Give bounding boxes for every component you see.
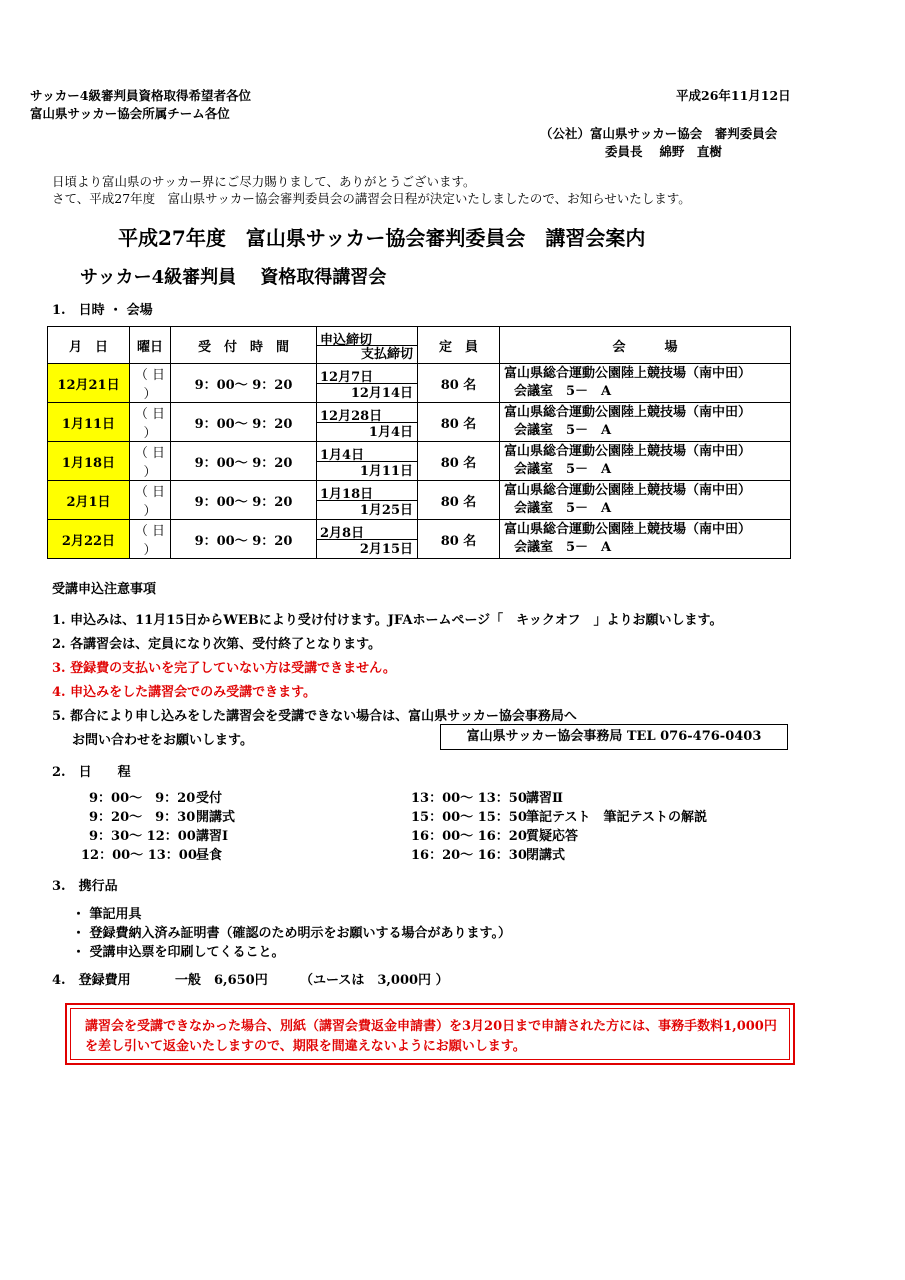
row-time: 9：00～ 9：20 (171, 364, 317, 403)
schedule-left-time: 9：20～ 9：30 (89, 810, 196, 825)
row-weekday: （ 日 ） (130, 364, 171, 403)
belongings-item: ・ 登録費納入済み証明書（確認のため明示をお願いする場合があります。） (72, 926, 511, 941)
row-weekday: （ 日 ） (130, 520, 171, 559)
refund-notice-box (65, 1003, 795, 1065)
recipient-2: 富山県サッカー協会所属チーム各位 (30, 106, 230, 121)
row-pay-deadline: 12月14日 (350, 386, 413, 401)
schedule-right-time: 16：00～ 16：20 (411, 829, 527, 844)
row-venue (500, 481, 791, 520)
row-venue-room: 会議室 5－ A (514, 384, 612, 399)
row-apply-deadline: 1月4日 (320, 448, 365, 463)
header-deadline (317, 327, 418, 364)
schedule-right-label: 講習Ⅱ (526, 791, 563, 806)
document-date: 平成26年11月12日 (676, 88, 791, 103)
row-venue (500, 364, 791, 403)
row-date: 12月21日 (48, 364, 130, 403)
row-time: 9：00～ 9：20 (171, 481, 317, 520)
header-reception: 受 付 時 間 (171, 327, 317, 364)
row-deadline (317, 442, 418, 481)
row-capacity: 80 名 (418, 520, 500, 559)
row-weekday: （ 日 ） (130, 403, 171, 442)
row-capacity: 80 名 (418, 442, 500, 481)
header-date: 月 日 (48, 327, 130, 364)
row-venue-room: 会議室 5－ A (514, 462, 612, 477)
refund-notice-text: 講習会を受講できなかった場合、別紙（講習会費返金申請書）を3月20日まで申請された方には、事務手数料1,000円を差し引いて返金いたしますので、期限を間違えないようにお願いします。 (70, 1008, 790, 1060)
note-item-3: 3. 登録費の支払いを完了していない方は受講できません。 (52, 661, 396, 676)
schedule-left-label: 昼食 (196, 848, 223, 863)
page-title: 平成27年度 富山県サッカー協会審判委員会 講習会案内 (118, 226, 646, 250)
row-pay-deadline: 2月15日 (359, 542, 413, 557)
fee-general: 一般 6,650円 (175, 973, 268, 988)
schedule-right-label: 質疑応答 (526, 829, 579, 844)
row-venue-room: 会議室 5－ A (514, 540, 612, 555)
fee-youth: （ユースは 3,000円 ） (300, 973, 449, 988)
belongings-item: ・ 筆記用具 (72, 907, 142, 922)
schedule-right-label: 筆記テスト 筆記テストの解説 (526, 810, 707, 825)
table-row (48, 442, 791, 481)
note-item-4: 4. 申込みをした講習会でのみ受講できます。 (52, 685, 317, 700)
header-venue: 会 場 (500, 327, 791, 364)
row-venue (500, 442, 791, 481)
row-deadline (317, 481, 418, 520)
schedule-right-label: 閉講式 (526, 848, 566, 863)
sender-organization: （公社）富山県サッカー協会 審判委員会 (540, 126, 778, 141)
table-row (48, 481, 791, 520)
row-apply-deadline: 2月8日 (320, 526, 365, 541)
row-venue (500, 520, 791, 559)
table-row (48, 520, 791, 559)
row-pay-deadline: 1月11日 (359, 464, 413, 479)
sender-person: 委員長 綿野 直樹 (605, 144, 722, 159)
schedule-right-time: 16：20～ 16：30 (411, 848, 527, 863)
schedule-left-time: 9：30～ 12：00 (89, 829, 196, 844)
note-item-5-continued: お問い合わせをお願いします。 (72, 733, 253, 748)
row-date: 2月22日 (48, 520, 130, 559)
section-date-venue: 1. 日時 ・ 会場 (52, 303, 153, 318)
row-capacity: 80 名 (418, 364, 500, 403)
table-row (48, 364, 791, 403)
note-item-2: 2. 各講習会は、定員になり次第、受付終了となります。 (52, 637, 382, 652)
table-header-row (48, 327, 791, 364)
schedule-right-time: 13：00～ 13：50 (411, 791, 527, 806)
note-item-5: 5. 都合により申し込みをした講習会を受講できない場合は、富山県サッカー協会事務局へ (52, 709, 577, 724)
recipient-1: サッカー4級審判員資格取得希望者各位 (30, 88, 251, 103)
row-venue-name: 富山県総合運動公園陸上競技場（南中田） (504, 366, 752, 381)
row-apply-deadline: 1月18日 (320, 487, 374, 502)
note-item-1: 1. 申込みは、11月15日からWEBにより受け付けます。JFAホームページ「 キックオフ 」よりお願いします。 (52, 613, 723, 628)
row-deadline (317, 520, 418, 559)
row-venue-name: 富山県総合運動公園陸上競技場（南中田） (504, 522, 752, 537)
row-venue-name: 富山県総合運動公園陸上競技場（南中田） (504, 483, 752, 498)
header-pay-deadline: 支払締切 (360, 347, 413, 362)
header-capacity: 定 員 (418, 327, 500, 364)
row-pay-deadline: 1月4日 (368, 425, 413, 440)
row-venue-name: 富山県総合運動公園陸上競技場（南中田） (504, 444, 752, 459)
intro-line-2: さて、平成27年度 富山県サッカー協会審判委員会の講習会日程が決定いたしましたので、お知らせいたします。 (52, 191, 691, 206)
schedule-table (47, 326, 791, 559)
row-time: 9：00～ 9：20 (171, 442, 317, 481)
schedule-right-time: 15：00～ 15：50 (411, 810, 527, 825)
row-pay-deadline: 1月25日 (359, 503, 413, 518)
schedule-left-time: 9：00～ 9：20 (89, 791, 196, 806)
intro-line-1: 日頃より富山県のサッカー界にご尽力賜りまして、ありがとうございます。 (52, 174, 476, 189)
header-weekday: 曜日 (130, 327, 171, 364)
notes-heading: 受講申込注意事項 (52, 582, 157, 597)
belongings-heading: 3. 携行品 (52, 879, 118, 894)
row-weekday: （ 日 ） (130, 481, 171, 520)
row-venue-room: 会議室 5－ A (514, 501, 612, 516)
schedule-left-label: 開講式 (196, 810, 236, 825)
row-time: 9：00～ 9：20 (171, 520, 317, 559)
page-subtitle: サッカー4級審判員 資格取得講習会 (80, 267, 387, 288)
row-venue-name: 富山県総合運動公園陸上競技場（南中田） (504, 405, 752, 420)
row-venue-room: 会議室 5－ A (514, 423, 612, 438)
row-apply-deadline: 12月7日 (320, 370, 374, 385)
belongings-item: ・ 受講申込票を印刷してくること。 (72, 945, 285, 960)
row-deadline (317, 403, 418, 442)
row-date: 1月18日 (48, 442, 130, 481)
schedule-left-label: 受付 (196, 791, 223, 806)
row-apply-deadline: 12月28日 (320, 409, 383, 424)
fee-label: 4. 登録費用 (52, 973, 131, 988)
schedule-left-time: 12：00～ 13：00 (81, 848, 197, 863)
row-date: 1月11日 (48, 403, 130, 442)
schedule-heading: 2. 日 程 (52, 765, 131, 780)
row-capacity: 80 名 (418, 481, 500, 520)
header-apply-deadline: 申込締切 (320, 333, 373, 348)
contact-box: 富山県サッカー協会事務局 TEL 076-476-0403 (440, 724, 788, 750)
row-venue (500, 403, 791, 442)
schedule-left-label: 講習Ⅰ (196, 829, 229, 844)
row-date: 2月1日 (48, 481, 130, 520)
row-deadline (317, 364, 418, 403)
table-row (48, 403, 791, 442)
row-capacity: 80 名 (418, 403, 500, 442)
row-time: 9：00～ 9：20 (171, 403, 317, 442)
row-weekday: （ 日 ） (130, 442, 171, 481)
